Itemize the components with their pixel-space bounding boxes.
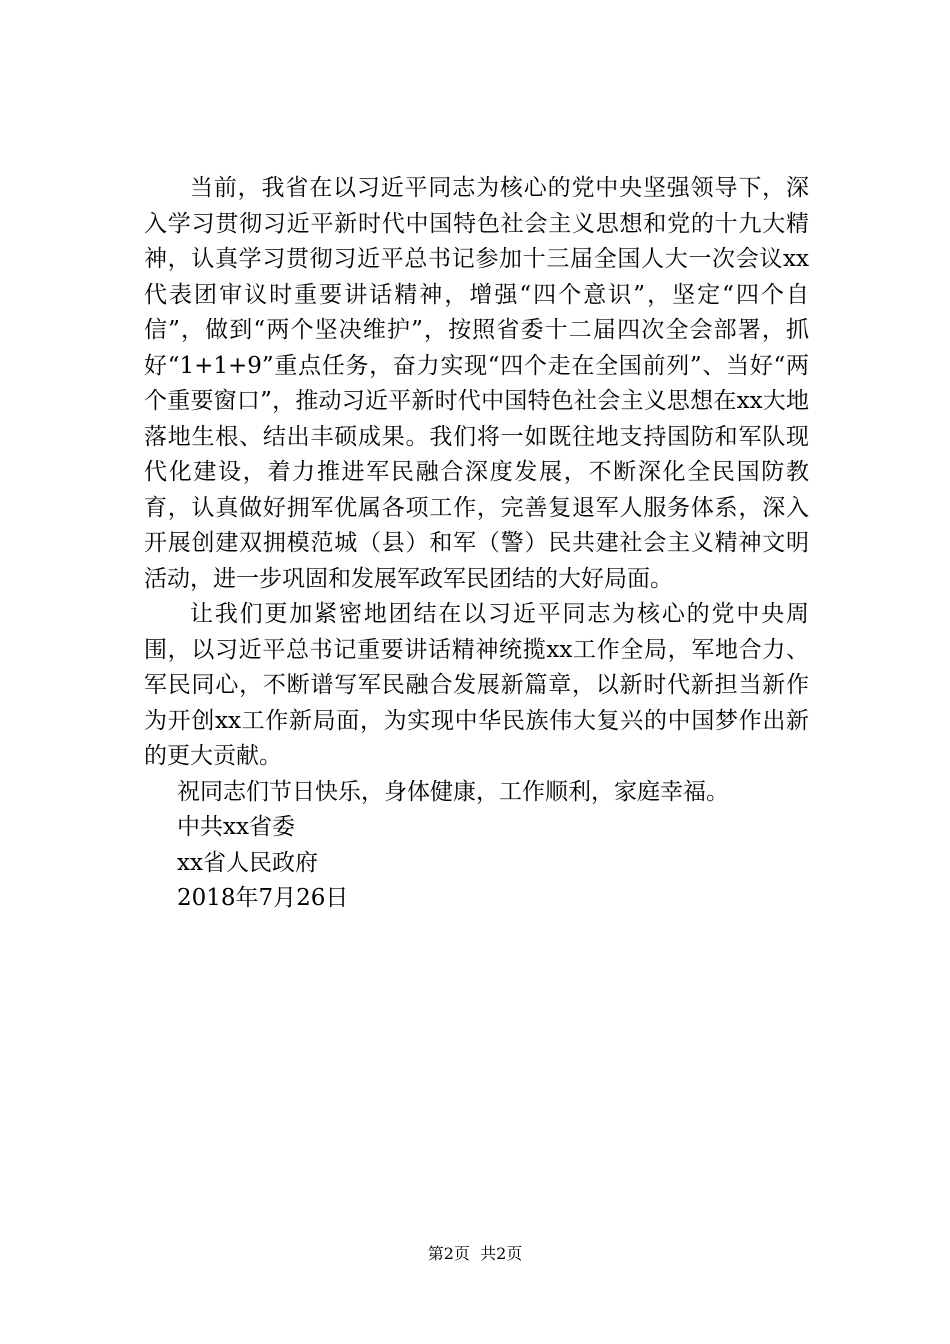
page-footer xyxy=(0,1244,950,1264)
signature-government: xx省人民政府 xyxy=(177,849,318,876)
paragraph-1: 当前，我省在以习近平同志为核心的党中央坚强领导下，深入学习贯彻习近平新时代中国特色社会主义思想和党的十九大精神，认真学习贯彻习近平总书记参加十三届全国人大一次会议xx代表团审议时重要讲话精神，增强“四个意识”，坚定“四个自信”，做到“两个坚决维护”，按照省委十二届四次全会部署，抓好“1+1+9”重点任务，奋力实现“四个走在全国前列”、当好“两个重要窗口”，推动习近平新时代中国特色社会主义思想在xx大地落地生根、结出丰硕成果。我们将一如既往地支持国防和军队现代化建设，着力推进军民融合深度发展，不断深化全民国防教育，认真做好拥军优属各项工作，完善复退军人服务体系，深入开展创建双拥模范城（县）和军（警）民共建社会主义精神文明活动，进一步巩固和发展军政军民团结的大好局面。 xyxy=(144,175,809,592)
paragraph-2: 让我们更加紧密地团结在以习近平同志为核心的党中央周围，以习近平总书记重要讲话精神统揽xx工作全局，军地合力、军民同心，不断谱写军民融合发展新篇章，以新时代新担当新作为开创xx工作新局面，为实现中华民族伟大复兴的中国梦作出新的更大贡献。 xyxy=(144,601,809,769)
document-date: 2018年7月26日 xyxy=(177,885,349,911)
document-body xyxy=(144,171,809,917)
signature-party-committee: 中共xx省委 xyxy=(177,814,295,840)
greeting-line: 祝同志们节日快乐，身体健康，工作顺利，家庭幸福。 xyxy=(177,778,729,805)
page-number-label: 第2页 共2页 xyxy=(427,1244,523,1263)
